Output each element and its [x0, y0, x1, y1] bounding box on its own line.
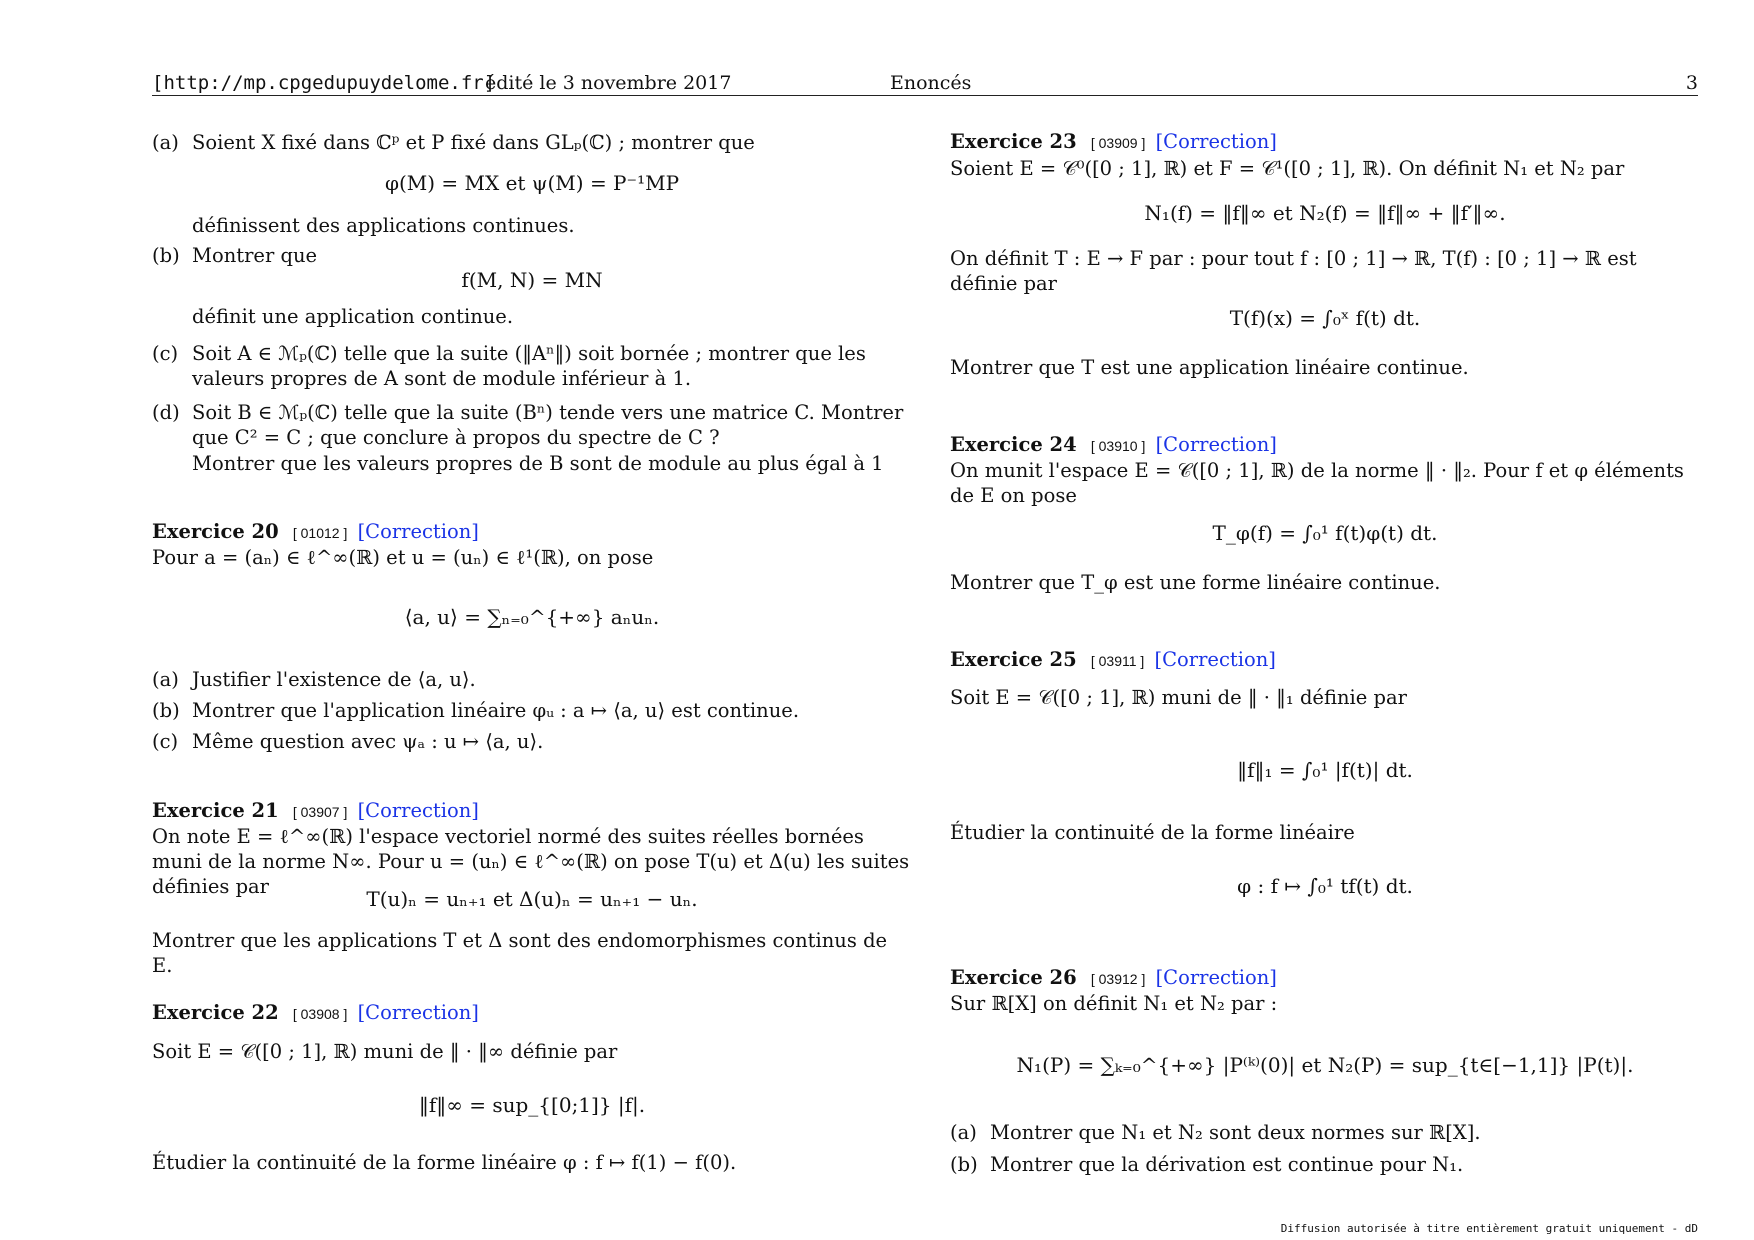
- ex23-text: Soient E = 𝒞⁰([0 ; 1], ℝ) et F = 𝒞¹([0 ; 1], ℝ). On définit N₁ et N₂ par: [950, 157, 1625, 180]
- ex23-header: [950, 130, 1277, 153]
- ex26-a-text: Montrer que N₁ et N₂ sont deux normes sur ℝ[X].: [990, 1121, 1481, 1144]
- ex22-header: [152, 1001, 479, 1024]
- ex24-after: Montrer que T_φ est une forme linéaire continue.: [950, 571, 1441, 594]
- q19d-label: (d): [152, 401, 180, 424]
- ex20-a-label: (a): [152, 668, 179, 691]
- ex20-c-text: Même question avec ψₐ : u ↦ ⟨a, u⟩.: [192, 730, 544, 753]
- ex20-a-text: Justifier l'existence de ⟨a, u⟩.: [192, 668, 476, 691]
- edit-date: édité le 3 novembre 2017: [485, 72, 732, 94]
- ex23-correction-link[interactable]: [Correction]: [1155, 130, 1277, 153]
- ex21-title: Exercice 21: [152, 799, 279, 822]
- ex22-correction-link[interactable]: [Correction]: [357, 1001, 479, 1024]
- ex26-title: Exercice 26: [950, 966, 1077, 989]
- ex20-header: [152, 520, 479, 543]
- section-title: Enoncés: [890, 72, 972, 94]
- ex26-b-text: Montrer que la dérivation est continue pour N₁.: [990, 1153, 1464, 1176]
- ex23-equation-1: N₁(f) = ‖f‖∞ et N₂(f) = ‖f‖∞ + ‖f′‖∞.: [1144, 201, 1506, 225]
- ex20-title: Exercice 20: [152, 520, 279, 543]
- ex22-text: Soit E = 𝒞([0 ; 1], ℝ) muni de ‖ · ‖∞ définie par: [152, 1040, 618, 1063]
- ex20-b-label: (b): [152, 699, 180, 722]
- ex25-correction-link[interactable]: [Correction]: [1154, 648, 1276, 671]
- ex26-b-label: (b): [950, 1153, 978, 1176]
- ex22-equation: ‖f‖∞ = sup_{[0;1]} |f|.: [418, 1093, 646, 1117]
- source-url[interactable]: [http://mp.cpgedupuydelome.fr]: [152, 72, 496, 94]
- ex23-mid: On définit T : E → F par : pour tout f : [0 ; 1] → ℝ, T(f) : [0 ; 1] → ℝ est définie par: [950, 247, 1637, 295]
- ex23-title: Exercice 23: [950, 130, 1077, 153]
- ex20-b-text: Montrer que l'application linéaire φᵤ : a ↦ ⟨a, u⟩ est continue.: [192, 699, 800, 722]
- ex21-equation: T(u)ₙ = uₙ₊₁ et Δ(u)ₙ = uₙ₊₁ − uₙ.: [366, 887, 698, 911]
- ex20-c-label: (c): [152, 730, 179, 753]
- ex23-ref: [ 03909 ]: [1090, 135, 1146, 151]
- ex23-equation-2: T(f)(x) = ∫₀ˣ f(t) dt.: [1229, 306, 1421, 330]
- ex22-after: Étudier la continuité de la forme linéaire φ : f ↦ f(1) − f(0).: [152, 1151, 737, 1174]
- q19b-after: définit une application continue.: [192, 305, 514, 328]
- ex21-ref: [ 03907 ]: [292, 804, 348, 820]
- ex26-equation: N₁(P) = ∑ₖ₌₀^{+∞} |P⁽ᵏ⁾(0)| et N₂(P) = sup_{t∈[−1,1]} |P(t)|.: [1016, 1053, 1634, 1077]
- ex20-intro: Pour a = (aₙ) ∈ ℓ^∞(ℝ) et u = (uₙ) ∈ ℓ¹(ℝ), on pose: [152, 546, 654, 569]
- q19b-text: Montrer que: [192, 244, 318, 267]
- ex24-ref: [ 03910 ]: [1090, 438, 1146, 454]
- ex24-equation: T_φ(f) = ∫₀¹ f(t)φ(t) dt.: [1212, 521, 1438, 545]
- q19a-after: définissent des applications continues.: [192, 214, 575, 237]
- ex24-correction-link[interactable]: [Correction]: [1155, 433, 1277, 456]
- q19b-equation: f(M, N) = MN: [461, 268, 603, 292]
- ex26-correction-link[interactable]: [Correction]: [1155, 966, 1277, 989]
- ex24-header: [950, 433, 1277, 456]
- ex20-equation: ⟨a, u⟩ = ∑ₙ₌₀^{+∞} aₙuₙ.: [404, 605, 660, 629]
- ex25-title: Exercice 25: [950, 648, 1077, 671]
- q19c-text: Soit A ∈ ℳₚ(ℂ) telle que la suite (‖Aⁿ‖) soit bornée ; montrer que les valeurs propres de A sont de module inférieur à 1.: [192, 342, 866, 390]
- ex24-text: On munit l'espace E = 𝒞([0 ; 1], ℝ) de la norme ‖ · ‖₂. Pour f et φ éléments de E on pose: [950, 459, 1684, 507]
- ex25-equation-2: φ : f ↦ ∫₀¹ tf(t) dt.: [1237, 874, 1413, 898]
- ex20-ref: [ 01012 ]: [292, 525, 348, 541]
- header-rule: [152, 95, 1698, 96]
- ex26-text: Sur ℝ[X] on définit N₁ et N₂ par :: [950, 992, 1278, 1015]
- ex21-text: On note E = ℓ^∞(ℝ) l'espace vectoriel normé des suites réelles bornées muni de la norme N∞. Pour u = (uₙ) ∈ ℓ^∞(ℝ) on pose T(u) et Δ(u) les suites définies par: [152, 825, 910, 898]
- ex25-header: [950, 648, 1276, 671]
- ex23-after: Montrer que T est une application linéaire continue.: [950, 356, 1469, 379]
- ex21-after: Montrer que les applications T et Δ sont des endomorphismes continus de E.: [152, 929, 888, 977]
- ex26-ref: [ 03912 ]: [1090, 971, 1146, 987]
- ex25-mid: Étudier la continuité de la forme linéaire: [950, 821, 1355, 844]
- q19a-label: (a): [152, 131, 179, 154]
- ex25-equation-1: ‖f‖₁ = ∫₀¹ |f(t)| dt.: [1237, 758, 1413, 782]
- ex26-a-label: (a): [950, 1121, 977, 1144]
- ex20-correction-link[interactable]: [Correction]: [357, 520, 479, 543]
- ex21-correction-link[interactable]: [Correction]: [357, 799, 479, 822]
- q19a-equation: φ(M) = MX et ψ(M) = P⁻¹MP: [384, 171, 680, 195]
- q19d-text2: Montrer que les valeurs propres de B sont de module au plus égal à 1: [192, 452, 884, 475]
- page-number: 3: [1685, 72, 1698, 94]
- ex25-text: Soit E = 𝒞([0 ; 1], ℝ) muni de ‖ · ‖₁ définie par: [950, 686, 1407, 709]
- ex26-header: [950, 966, 1277, 989]
- q19d-text: Soit B ∈ ℳₚ(ℂ) telle que la suite (Bⁿ) tende vers une matrice C. Montrer que C² = C ; que conclure à propos du spectre de C ?: [192, 401, 904, 449]
- q19a-text: Soient X fixé dans ℂᵖ et P fixé dans GLₚ(ℂ) ; montrer que: [192, 131, 755, 154]
- ex21-header: [152, 799, 479, 822]
- ex25-ref: [ 03911 ]: [1090, 653, 1145, 669]
- q19c-label: (c): [152, 342, 179, 365]
- page-footer: Diffusion autorisée à titre entièrement gratuit uniquement - dD: [1280, 1222, 1698, 1235]
- ex22-title: Exercice 22: [152, 1001, 279, 1024]
- q19b-label: (b): [152, 244, 180, 267]
- ex22-ref: [ 03908 ]: [292, 1006, 348, 1022]
- ex24-title: Exercice 24: [950, 433, 1077, 456]
